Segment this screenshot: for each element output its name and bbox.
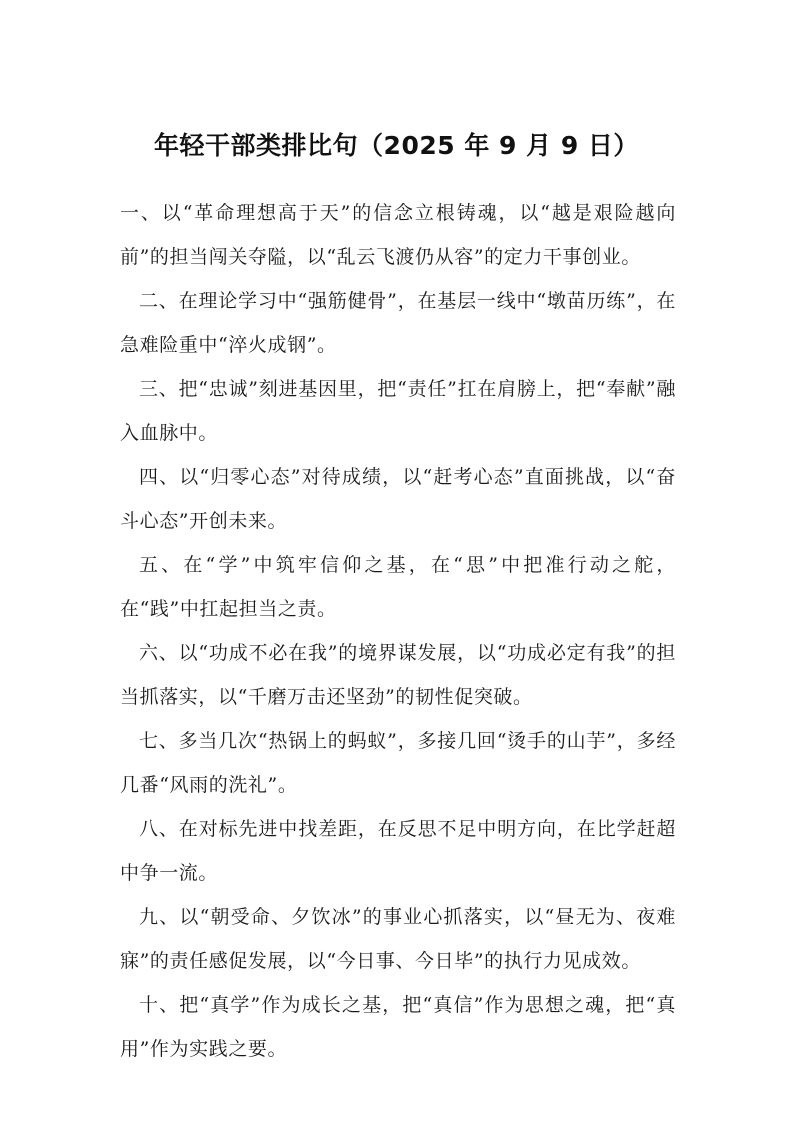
paragraph-8: 八、在对标先进中找差距，在反思不足中明方向，在比学赶超中争一流。 <box>120 818 676 884</box>
paragraph-3: 三、把“忠诚”刻进基因里，把“责任”扛在肩膀上，把“奉献”融入血脉中。 <box>120 378 676 444</box>
paragraph-1: 一、以“革命理想高于天”的信念立根铸魂，以“越是艰险越向前”的担当闯关夺隘，以“乱云飞渡仍从容”的定力干事创业。 <box>120 202 676 268</box>
paragraph-4: 四、以“归零心态”对待成绩，以“赶考心态”直面挑战，以“奋斗心态”开创未来。 <box>120 466 676 532</box>
paragraph-7: 七、多当几次“热锅上的蚂蚁”，多接几回“烫手的山芋”，多经几番“风雨的洗礼”。 <box>120 730 676 796</box>
document-title: 年轻干部类排比句（2025 年 9 月 9 日） <box>154 131 639 160</box>
paragraph-10: 十、把“真学”作为成长之基，把“真信”作为思想之魂，把“真用”作为实践之要。 <box>120 994 676 1060</box>
document-body <box>120 191 676 1071</box>
paragraph-9: 九、以“朝受命、夕饮冰”的事业心抓落实，以“昼无为、夜难寐”的责任感促发展，以“今日事、今日毕”的执行力见成效。 <box>120 906 676 972</box>
paragraph-2: 二、在理论学习中“强筋健骨”，在基层一线中“墩苗历练”，在急难险重中“淬火成钢”。 <box>120 290 676 356</box>
paragraph-5: 五、在“学”中筑牢信仰之基，在“思”中把准行动之舵，在“践”中扛起担当之责。 <box>120 554 676 620</box>
paragraph-6: 六、以“功成不必在我”的境界谋发展，以“功成必定有我”的担当抓落实，以“千磨万击还坚劲”的韧性促突破。 <box>120 642 676 708</box>
